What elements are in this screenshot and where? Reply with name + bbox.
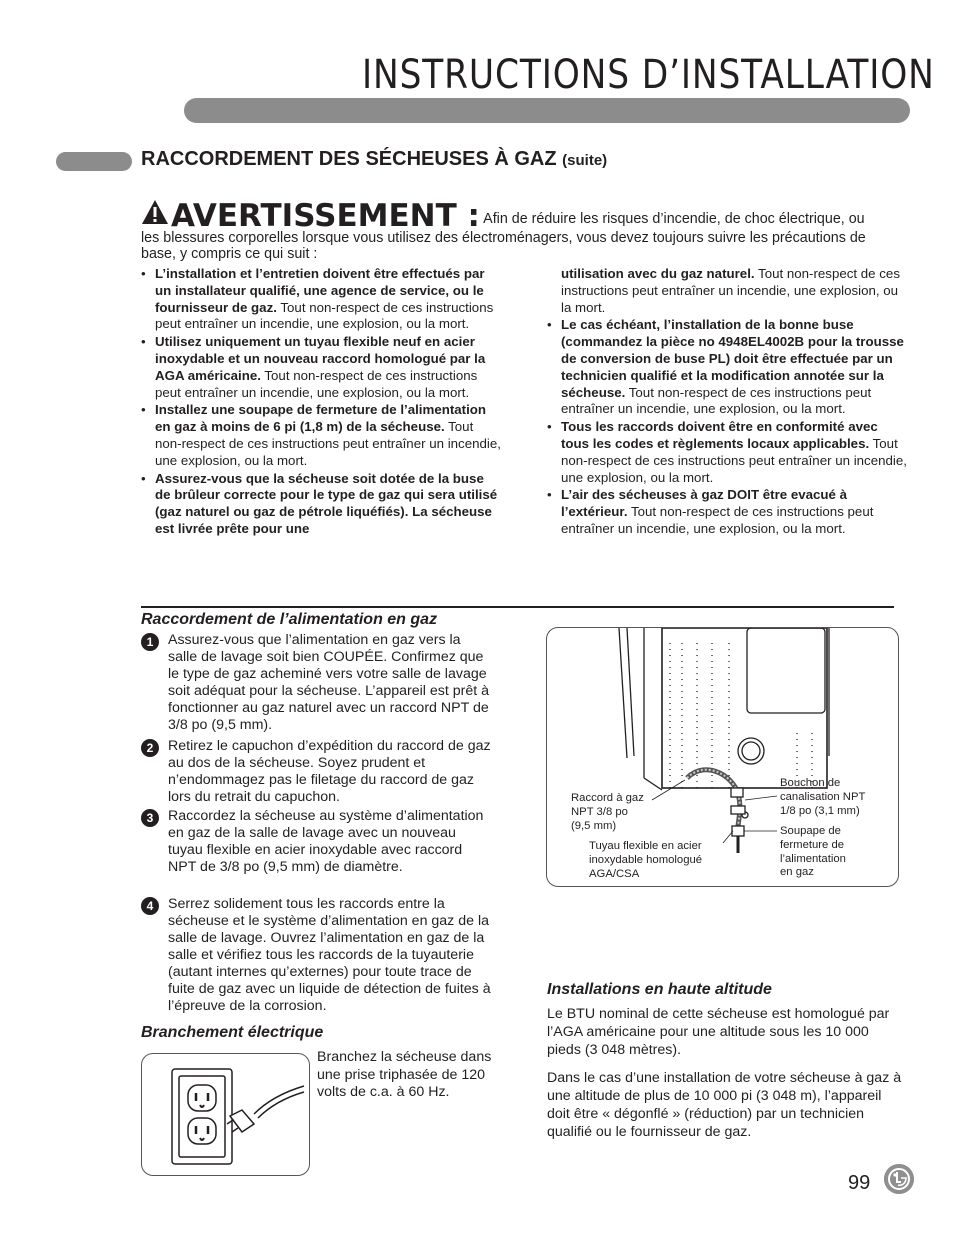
warning-bullet: • Le cas échéant, l’installation de la bonne buse (commandez la pièce no 4948EL4002B pour la trousse de conversion de buse PL) doit être effectuée par un technicien qualifié et la modification annotée sur la sécheuse. Tout non-respect de ces instructions peut entraîner un incendie, une explosion, ou la mort. xyxy=(547,317,904,417)
figure-label-plug: Bouchon de canalisation NPT 1/8 po (3,1 mm) xyxy=(780,777,866,817)
section-heading xyxy=(141,148,607,171)
altitude-paragraph-2: Dans le cas d’une installation de votre sécheuse à gaz à une altitude de plus de 10 000 pi (3 048 m), l’appareil doit être « dégonflé » (réduction) par un technicien qualifié ou le fournisseur de gaz. xyxy=(547,1070,902,1140)
section-heading-suffix: (suite) xyxy=(562,152,608,169)
warning-bullets-left xyxy=(141,266,501,539)
page-number: 99 xyxy=(848,1172,871,1194)
step-2 xyxy=(141,738,493,806)
altitude-paragraph-1: Le BTU nominal de cette sécheuse est homologué par l’AGA américaine pour une altitude sous les 10 000 pieds (3 048 mètres). xyxy=(547,1006,890,1058)
gas-connection-illustration xyxy=(546,627,899,887)
figure-label-gas-fitting: Raccord à gaz NPT 3/8 po (9,5 mm) xyxy=(571,792,644,832)
header-bar xyxy=(184,98,910,123)
gas-supply-heading: Raccordement de l’alimentation en gaz xyxy=(141,611,438,628)
warning-bullet: • L’air des sécheuses à gaz DOIT être evacué à l’extérieur. Tout non-respect de ces instructions peut entraîner un incendie, une explosion, ou la mort. xyxy=(547,487,874,536)
step-number: 4 xyxy=(141,897,159,915)
divider xyxy=(141,606,894,608)
warning-intro xyxy=(141,199,881,263)
figure-label-valve: Soupape de fermeture de l’alimentation en gaz xyxy=(780,825,846,879)
outlet-plug-drawing xyxy=(142,1054,309,1175)
step-text: Serrez solidement tous les raccords entre la sécheuse et le système d’alimentation en gaz de la salle de lavage. Ouvrez l’alimentation en gaz de la salle et vérifiez tous les raccords de la tuyauterie (autant internes qu’externes) pour toute trace de fuite de gaz avec un liquide de détection de fuites à l’épreuve de la corrosion. xyxy=(168,896,491,1014)
warning-word: AVERTISSEMENT : xyxy=(171,198,480,234)
warning-bullet: • Tous les raccords doivent être en conformité avec tous les codes et règlements locaux applicables. Tout non-respect de ces instructions peut entraîner un incendie, une explosion, ou la mort. xyxy=(547,419,907,485)
electrical-text: Branchez la sécheuse dans une prise triphasée de 120 volts de c.a. à 60 Hz. xyxy=(317,1049,492,1100)
step-text: Assurez-vous que l’alimentation en gaz vers la salle de lavage soit bien COUPÉE. Confirmez que le type de gaz acheminé vers votre salle de lavage soit adéquat pour la sécheuse. L’appareil est prêt à fonctionner au gaz naturel avec un raccord NPT de 3/8 po (9,5 mm). xyxy=(168,632,490,733)
figure-label-flex-hose: Tuyau flexible en acier inoxydable homologué AGA/CSA xyxy=(589,840,703,880)
page-title: INSTRUCTIONS D’INSTALLATION xyxy=(362,52,935,98)
lg-logo-icon xyxy=(884,1164,914,1194)
step-number: 1 xyxy=(141,633,159,651)
warning-bullet: • L’installation et l’entretien doivent être effectués par un installateur qualifié, une agence de service, ou le fournisseur de gaz. Tout non-respect de ces instructions peut entraîner un incendie, une explosion, ou la mort. xyxy=(141,266,494,332)
warning-bullet: • Installez une soupape de fermeture de l’alimentation en gaz à moins de 6 pi (1,8 m) de la sécheuse. Tout non-respect de ces instructions peut entraîner un incendie, une explosion, ou la mort. xyxy=(141,402,501,468)
step-4 xyxy=(141,896,493,1015)
warning-intro-text: Afin de réduire les risques d’incendie, de choc électrique, ou les blessures corporelles lorsque vous utilisez des électroménagers, vous devez toujours suivre les précautions de base, y compris ce qui suit : xyxy=(141,211,866,262)
step-text: Raccordez la sécheuse au système d’alimentation en gaz de la salle de lavage avec un nouveau tuyau flexible en acier inoxydable avec raccord NPT de 3/8 po (9,5 mm) de diamètre. xyxy=(168,808,484,875)
step-1 xyxy=(141,632,493,734)
step-number: 2 xyxy=(141,739,159,757)
warning-bullet: • Utilisez uniquement un tuyau flexible neuf en acier inoxydable et un nouveau raccord homologué par la AGA américaine. Tout non-respect de ces instructions peut entraîner un incendie, une explosion, ou la mort. xyxy=(141,334,486,400)
step-3 xyxy=(141,808,493,876)
warning-bullet: • Assurez-vous que la sécheuse soit dotée de la buse de brûleur correcte pour le type de gaz qui sera utilisé (gaz naturel ou gaz de pétrole liquéfiés). La sécheuse est livrée prête pour une xyxy=(141,470,498,536)
warning-bullets-right xyxy=(547,266,907,539)
warning-bullet-continuation: utilisation avec du gaz naturel. Tout non-respect de ces instructions peut entraîner un incendie, une explosion, ou la mort. xyxy=(561,266,900,315)
step-number: 3 xyxy=(141,809,159,827)
step-text: Retirez le capuchon d’expédition du raccord de gaz au dos de la sécheuse. Soyez prudent et n’endommagez pas le filetage du raccord de gaz lors du retrait du capuchon. xyxy=(168,738,491,805)
outlet-illustration xyxy=(141,1053,310,1176)
warning-triangle-icon xyxy=(141,199,169,230)
section-pill xyxy=(56,152,132,171)
altitude-heading: Installations en haute altitude xyxy=(547,981,772,998)
section-heading-text: RACCORDEMENT DES SÉCHEUSES À GAZ xyxy=(141,148,557,170)
electrical-heading: Branchement électrique xyxy=(141,1024,324,1041)
